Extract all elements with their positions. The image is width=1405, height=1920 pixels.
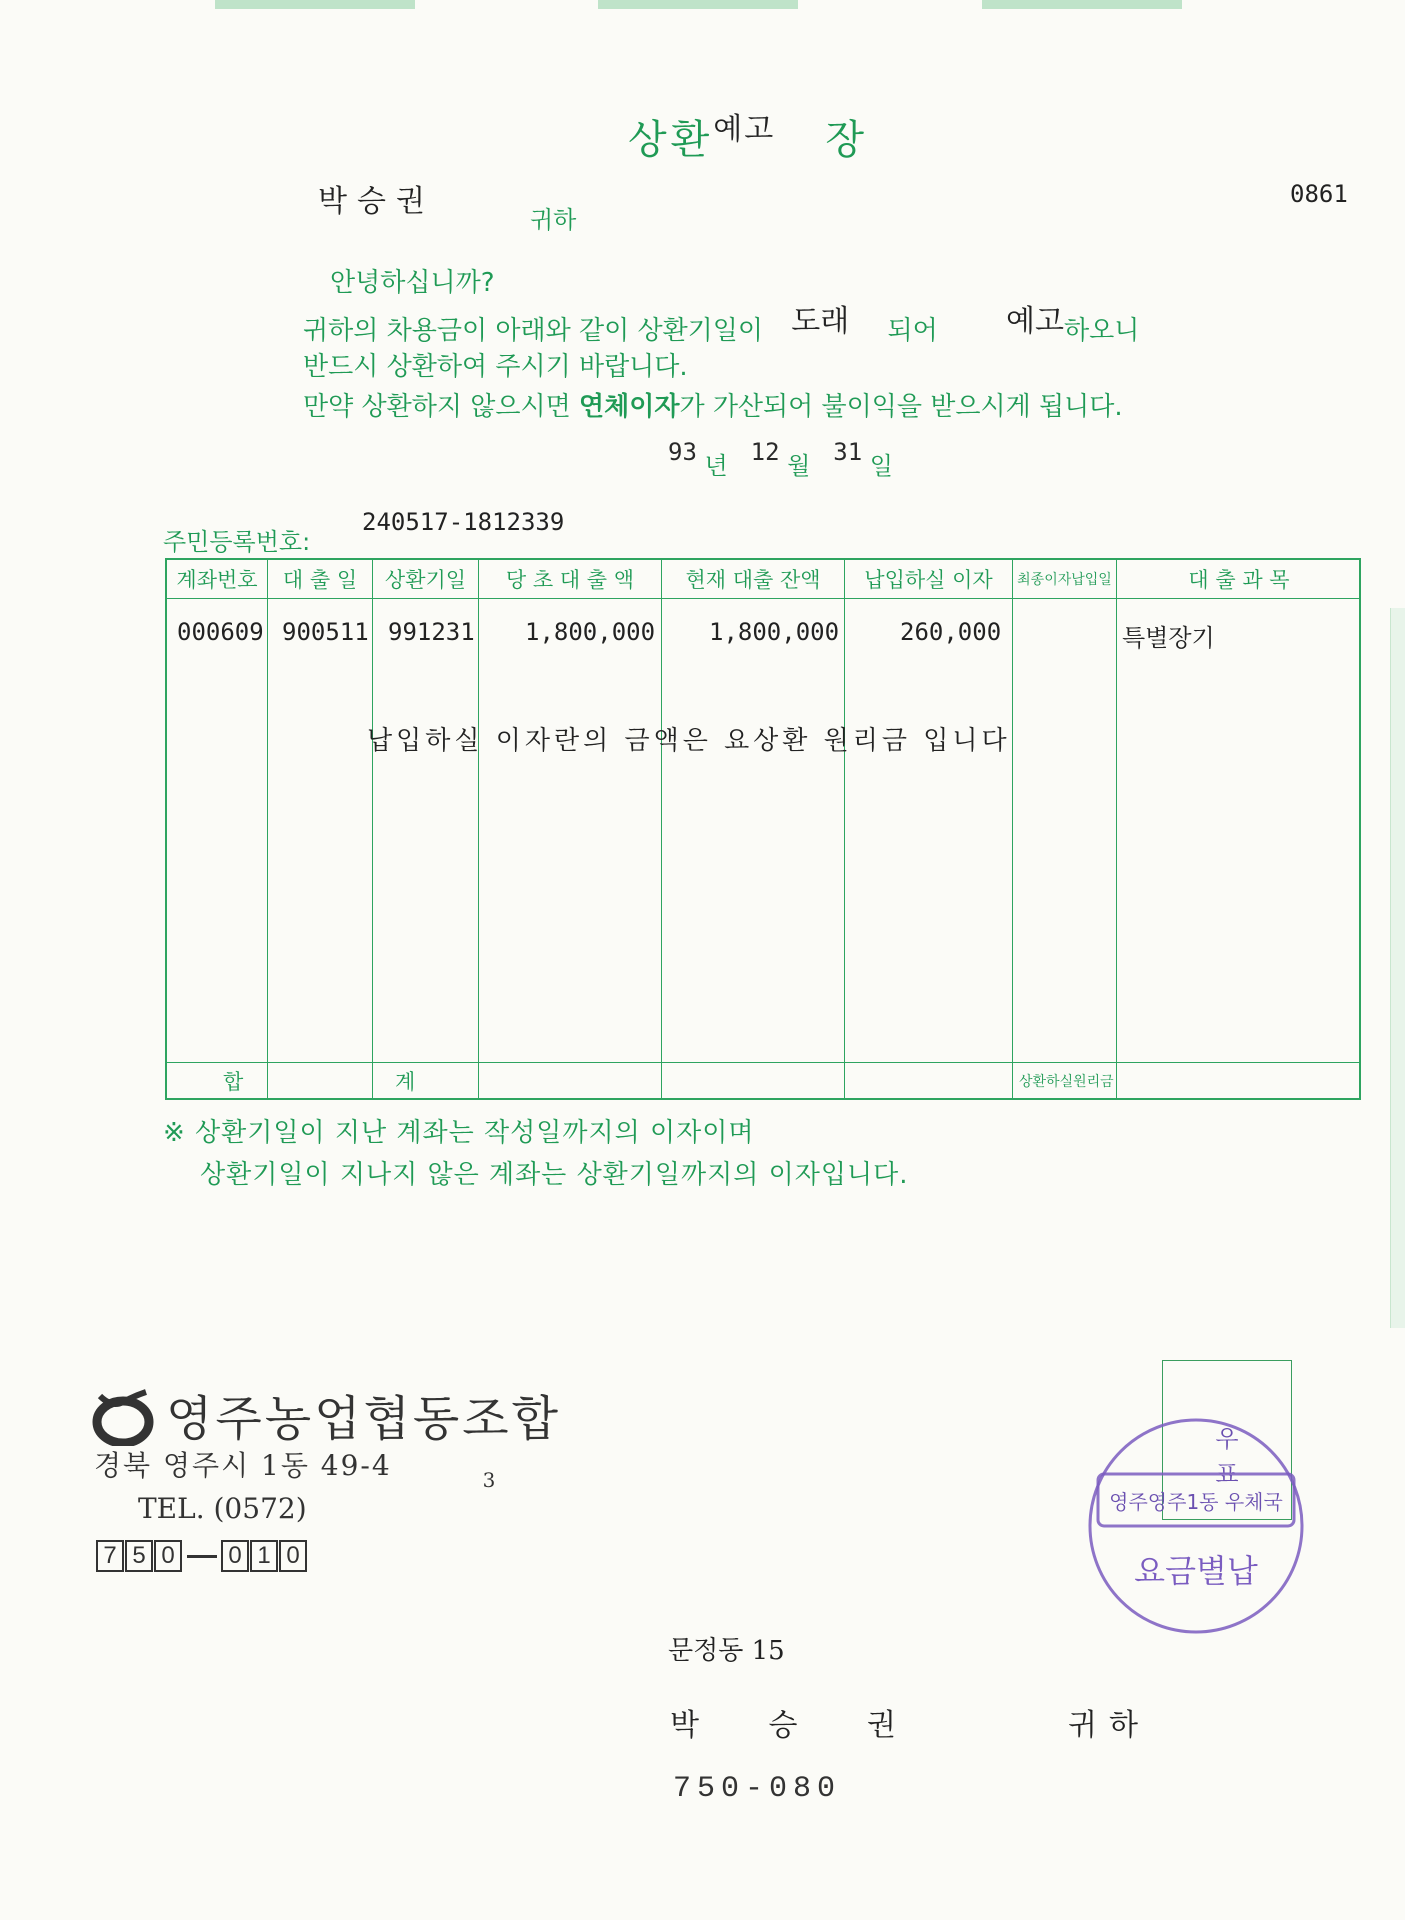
header-original-amount: 당 초 대 출 액 xyxy=(505,568,635,592)
message-line-2 xyxy=(303,304,1139,348)
footer-repayment-label: 상환하실원리금 xyxy=(1019,1074,1114,1090)
message-line-4-bold: 연체이자 xyxy=(578,392,680,422)
date-month-label: 월 xyxy=(787,452,811,480)
interest-note: 납입하실 이자란의 금액은 요상환 원리금 입니다 xyxy=(367,726,1011,756)
nonghyup-logo-icon xyxy=(90,1388,156,1446)
footer-total-b: 계 xyxy=(395,1070,416,1094)
header-interest-due: 납입하실 이자 xyxy=(864,568,993,592)
title-printed: 상환 xyxy=(628,117,714,163)
header-loan-date: 대 출 일 xyxy=(282,568,358,592)
document-number: 0861 xyxy=(1290,180,1348,208)
top-strip xyxy=(598,0,798,9)
col-divider xyxy=(372,560,373,1098)
zip-digit: 7 xyxy=(96,1540,124,1572)
header-loan-type: 대 출 과 목 xyxy=(1188,568,1290,592)
destination-name: 박 승 권 xyxy=(670,1708,927,1743)
recipient-name: 박승권 xyxy=(318,184,435,219)
date-day: 31 xyxy=(833,438,863,466)
message-line-1: 안녕하십니까? xyxy=(330,268,495,298)
seal-bottom-text: 요금별납 xyxy=(1134,1552,1258,1590)
document-title xyxy=(628,108,868,165)
footnote-line-1: ※ 상환기일이 지난 계좌는 작성일까지의 이자이며 xyxy=(163,1118,755,1148)
footnote-line-2: 상환기일이 지나지 않은 계좌는 상환기일까지의 이자입니다. xyxy=(200,1160,909,1190)
zip-digit: 1 xyxy=(250,1540,278,1572)
cell-current-balance: 1,800,000 xyxy=(709,618,840,646)
top-strip xyxy=(215,0,415,9)
title-handwritten: 예고 xyxy=(713,112,776,147)
header-due-date: 상환기일 xyxy=(384,568,467,592)
top-strip xyxy=(982,0,1182,9)
sender-tel: TEL. (0572) xyxy=(138,1492,307,1525)
message-line-2b: 되어 xyxy=(887,316,938,346)
col-divider xyxy=(267,560,268,1098)
header-divider xyxy=(167,598,1359,599)
zip-digit: 0 xyxy=(279,1540,307,1572)
col-divider xyxy=(1012,560,1013,1098)
cell-loan-type: 특별장기 xyxy=(1122,624,1215,652)
notice-date xyxy=(668,432,893,480)
resident-id-label: 주민등록번호: xyxy=(163,528,311,556)
postage-label: 우 표 xyxy=(1215,1425,1265,1488)
handwritten-yego: 예고 xyxy=(1006,304,1064,339)
col-divider xyxy=(1116,560,1117,1098)
sender-address-mark: 3 xyxy=(482,1468,498,1492)
message-line-2a: 귀하의 차용금이 아래와 같이 상환기일이 xyxy=(303,316,764,346)
header-account: 계좌번호 xyxy=(176,568,258,592)
recipient-honorific: 귀하 xyxy=(530,206,577,234)
col-divider xyxy=(844,560,845,1098)
message-line-4a: 만약 상환하지 않으시면 xyxy=(303,392,571,422)
zip-dash xyxy=(187,1555,217,1558)
handwritten-dorae: 도래 xyxy=(791,304,850,339)
message-line-3: 반드시 상환하여 주시기 바랍니다. xyxy=(303,352,688,382)
destination-zip: 750-080 xyxy=(673,1772,842,1806)
loan-table xyxy=(165,558,1361,1100)
cell-account: 000609 xyxy=(177,618,264,646)
date-year-label: 년 xyxy=(704,452,728,480)
sender-address-text: 경북 영주시 1동 49-4 xyxy=(94,1449,392,1482)
sender-address xyxy=(94,1444,498,1492)
sender-zip xyxy=(96,1540,308,1572)
cell-loan-date: 900511 xyxy=(282,618,369,646)
destination-address: 문정동 15 xyxy=(668,1636,785,1666)
footer-total-a: 합 xyxy=(223,1070,244,1094)
date-year: 93 xyxy=(668,438,697,466)
title-printed-end: 장 xyxy=(825,117,869,163)
message-line-4 xyxy=(303,386,1123,423)
cell-original-amount: 1,800,000 xyxy=(525,618,656,646)
col-divider xyxy=(478,560,479,1098)
message-line-4b: 가 가산되어 불이익을 받으시게 됩니다. xyxy=(679,392,1123,422)
date-month: 12 xyxy=(750,438,780,466)
date-day-label: 일 xyxy=(869,452,893,480)
footer-divider xyxy=(167,1062,1359,1063)
cell-interest-due: 260,000 xyxy=(900,618,1002,646)
col-divider xyxy=(661,560,662,1098)
resident-id-value: 240517-1812339 xyxy=(362,508,565,536)
destination-honorific: 귀하 xyxy=(1068,1708,1150,1743)
header-current-balance: 현재 대출 잔액 xyxy=(685,568,821,592)
cell-due-date: 991231 xyxy=(388,618,475,646)
header-last-interest-date: 최종이자납입일 xyxy=(1017,572,1112,588)
postmark-seal-icon xyxy=(1080,1410,1312,1642)
zip-digit: 0 xyxy=(221,1540,249,1572)
sender-organization: 영주농업협동조합 xyxy=(166,1391,561,1447)
zip-digit: 5 xyxy=(125,1540,153,1572)
right-edge-strip xyxy=(1390,608,1405,1328)
message-line-2c: 하오니 xyxy=(1064,316,1140,346)
seal-top-text: 영주영주1동 우체국 xyxy=(1109,1490,1283,1514)
zip-digit: 0 xyxy=(154,1540,182,1572)
